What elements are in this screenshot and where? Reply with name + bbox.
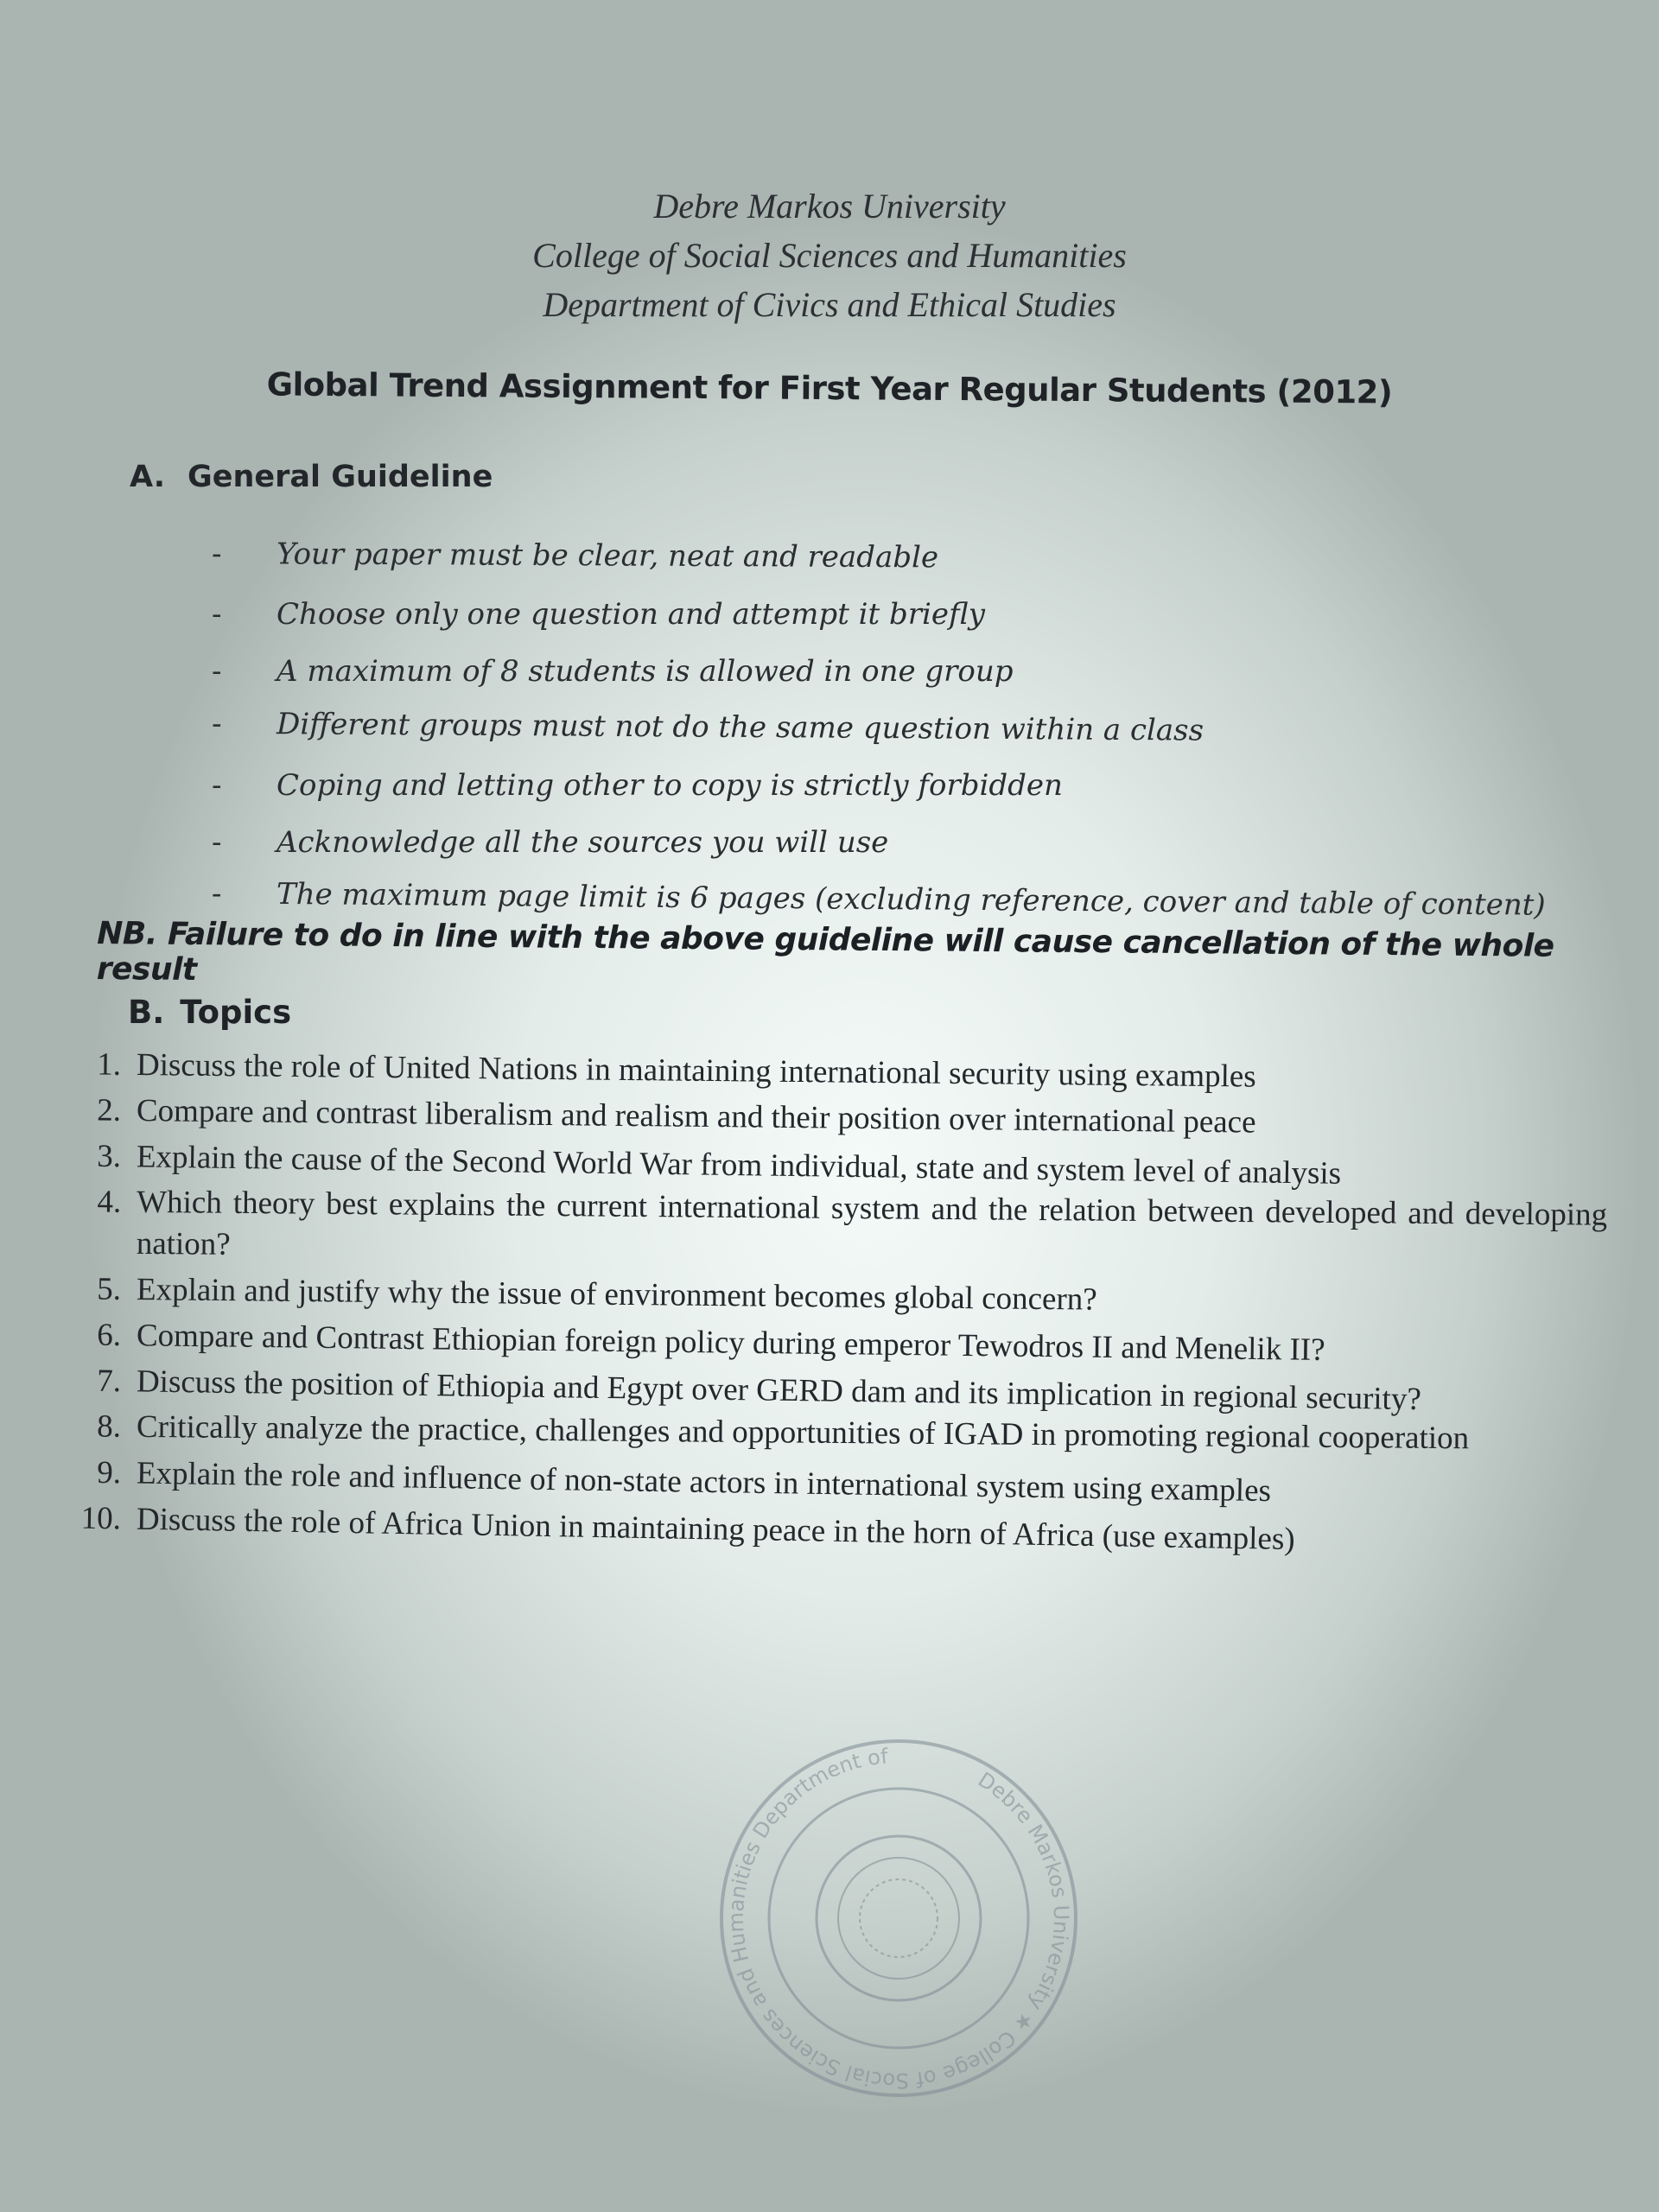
svg-text:Debre Markos University ★ Coll: Debre Markos University ★ College of Social Sciences and Humanities Department of bbox=[723, 1744, 1074, 2094]
topic-number: 1. bbox=[97, 1046, 122, 1083]
topic-text: Which theory best explains the current international system and the relation between developed and developing nation? bbox=[136, 1184, 1608, 1262]
topic-number: 6. bbox=[97, 1317, 122, 1353]
topic-item bbox=[52, 1181, 1608, 1278]
guideline-text: The maximum page limit is 6 pages (excluding reference, cover and table of content) bbox=[276, 876, 1546, 923]
guideline-text: Your paper must be clear, neat and readable bbox=[276, 537, 939, 575]
topic-number: 8. bbox=[97, 1408, 122, 1445]
bullet-dash: - bbox=[212, 654, 222, 689]
college-name: College of Social Sciences and Humanities bbox=[532, 236, 1127, 275]
university-name: Debre Markos University bbox=[653, 187, 1006, 226]
guideline-item bbox=[212, 643, 1546, 700]
document-header bbox=[0, 181, 1659, 329]
guideline-text: Acknowledge all the sources you will use bbox=[276, 825, 889, 860]
department-name: Department of Civics and Ethical Studies bbox=[543, 285, 1116, 324]
bullet-dash: - bbox=[212, 768, 222, 803]
section-b-letter: B. bbox=[128, 994, 165, 1031]
bullet-dash: - bbox=[211, 876, 222, 912]
guideline-item bbox=[212, 814, 1546, 871]
guideline-text: Coping and letting other to copy is strictly forbidden bbox=[276, 768, 1063, 803]
bullet-dash: - bbox=[212, 597, 222, 632]
section-b-heading bbox=[128, 994, 291, 1031]
topic-number: 9. bbox=[96, 1454, 122, 1491]
bullet-dash: - bbox=[212, 825, 222, 860]
guideline-text: Different groups must not do the same question within a class bbox=[276, 707, 1205, 748]
topic-number: 2. bbox=[97, 1092, 122, 1128]
bullet-dash: - bbox=[211, 706, 222, 741]
nb-warning: NB. Failure to do in line with the above guideline will cause cancellation of the whole result bbox=[96, 916, 1554, 988]
topic-number: 5. bbox=[97, 1271, 122, 1307]
section-a-title: General Guideline bbox=[188, 460, 493, 494]
topic-number: 4. bbox=[97, 1184, 122, 1220]
topic-number: 3. bbox=[96, 1138, 122, 1175]
guideline-item bbox=[212, 525, 1546, 589]
bullet-dash: - bbox=[211, 536, 222, 572]
topic-text: Explain the cause of the Second World War from individual, state and system level of analysis bbox=[136, 1139, 1342, 1192]
assignment-title: Global Trend Assignment for First Year Regular Students (2012) bbox=[266, 365, 1393, 411]
topic-text: Explain the role and influence of non-state actors in international system using examples bbox=[136, 1455, 1272, 1510]
topic-number: 10. bbox=[80, 1500, 122, 1537]
guideline-text: Choose only one question and attempt it briefly bbox=[276, 597, 985, 632]
topic-text: Explain and justify why the issue of environment becomes global concern? bbox=[136, 1272, 1097, 1318]
section-b-title: Topics bbox=[180, 994, 292, 1031]
section-a-letter: A. bbox=[130, 460, 166, 494]
topic-text: Compare and contrast liberalism and realism and their position over international peace bbox=[136, 1093, 1256, 1141]
topic-text: Discuss the position of Ethiopia and Egypt over GERD dam and its implication in regional security? bbox=[136, 1363, 1422, 1418]
guideline-list bbox=[212, 529, 1546, 928]
topic-text: Discuss the role of United Nations in maintaining international security using examples bbox=[136, 1047, 1256, 1095]
university-seal-stamp bbox=[709, 1728, 1089, 2108]
guideline-item bbox=[212, 586, 1546, 643]
guideline-text: A maximum of 8 students is allowed in one group bbox=[276, 654, 1014, 689]
topic-text: Critically analyze the practice, challenges and opportunities of IGAD in promoting regional cooperation bbox=[136, 1408, 1470, 1457]
topic-list bbox=[52, 1044, 1608, 1558]
section-a-heading bbox=[130, 460, 493, 494]
topic-text: Discuss the role of Africa Union in maintaining peace in the horn of Africa (use examples) bbox=[136, 1501, 1295, 1558]
guideline-item bbox=[212, 696, 1546, 762]
guideline-item bbox=[212, 757, 1546, 814]
topic-number: 7. bbox=[96, 1363, 122, 1400]
topic-text: Compare and Contrast Ethiopian foreign policy during emperor Tewodros II and Menelik II? bbox=[136, 1318, 1325, 1369]
